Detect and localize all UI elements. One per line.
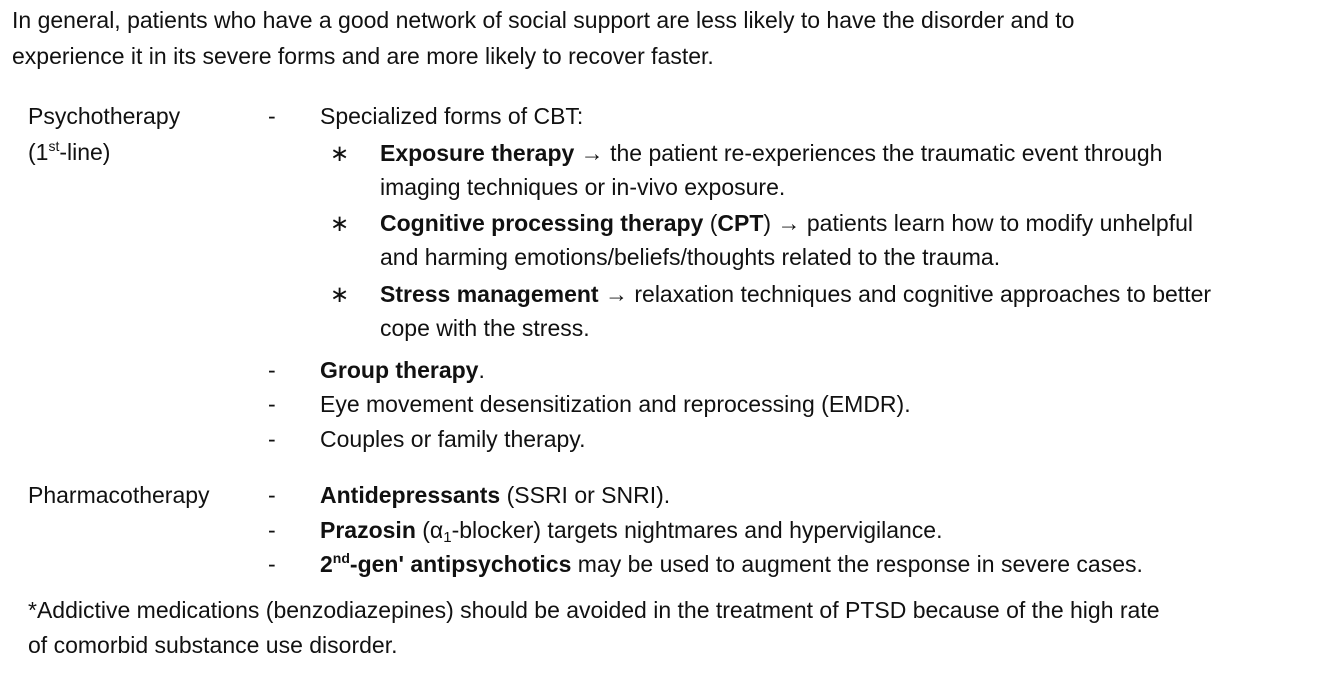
footnote-line-2: of comorbid substance use disorder. (28, 632, 398, 658)
asterisk-bullet: ∗ (330, 281, 350, 307)
dash-marker: - (268, 357, 276, 383)
cpt-line-2: and harming emotions/beliefs/thoughts related to the trauma. (380, 244, 1001, 270)
psychotherapy-line-label: (1st-line) (28, 138, 111, 165)
intro-line-2: experience it in its severe forms and are more likely to recover faster. (12, 43, 714, 69)
dash-marker: - (268, 482, 276, 508)
dash-marker: - (268, 517, 276, 543)
antidepressants: Antidepressants (SSRI or SNRI). (320, 482, 671, 508)
dash-marker: - (268, 103, 276, 129)
stress-management-line-1: Stress management → relaxation techniques and cognitive approaches to better (380, 281, 1212, 307)
group-therapy: Group therapy. (320, 357, 485, 383)
dash-marker: - (268, 391, 276, 417)
stress-management-line-2: cope with the stress. (380, 315, 590, 341)
asterisk-bullet: ∗ (330, 140, 350, 166)
emdr: Eye movement desensitization and reprocessing (EMDR). (320, 391, 911, 417)
ordinal-suffix: st (48, 138, 60, 154)
exposure-therapy-line-2: imaging techniques or in-vivo exposure. (380, 174, 786, 200)
asterisk-bullet: ∗ (330, 210, 350, 236)
footnote-line-1: *Addictive medications (benzodiazepines) should be avoided in the treatment of PTSD because of the high rate (28, 597, 1160, 623)
cbt-heading: Specialized forms of CBT: (320, 103, 584, 129)
prazosin: Prazosin $(\alpha_1-blocker)$ targets nightmares and hypervigilance. (320, 517, 943, 546)
dash-marker: - (268, 551, 276, 577)
antipsychotics: 2nd-gen' antipsychotics may be used to augment the response in severe cases. (320, 550, 1143, 577)
dash-marker: - (268, 426, 276, 452)
psychotherapy-label: Psychotherapy (28, 103, 181, 129)
pharmacotherapy-label: Pharmacotherapy (28, 482, 210, 508)
intro-line-1: In general, patients who have a good network of social support are less likely to have the disorder and to (12, 7, 1075, 33)
exposure-therapy-line-1: Exposure therapy → the patient re-experiences the traumatic event through (380, 140, 1163, 166)
couples-family-therapy: Couples or family therapy. (320, 426, 586, 452)
cpt-line-1: Cognitive processing therapy (CPT) → patients learn how to modify unhelpful (380, 210, 1193, 236)
